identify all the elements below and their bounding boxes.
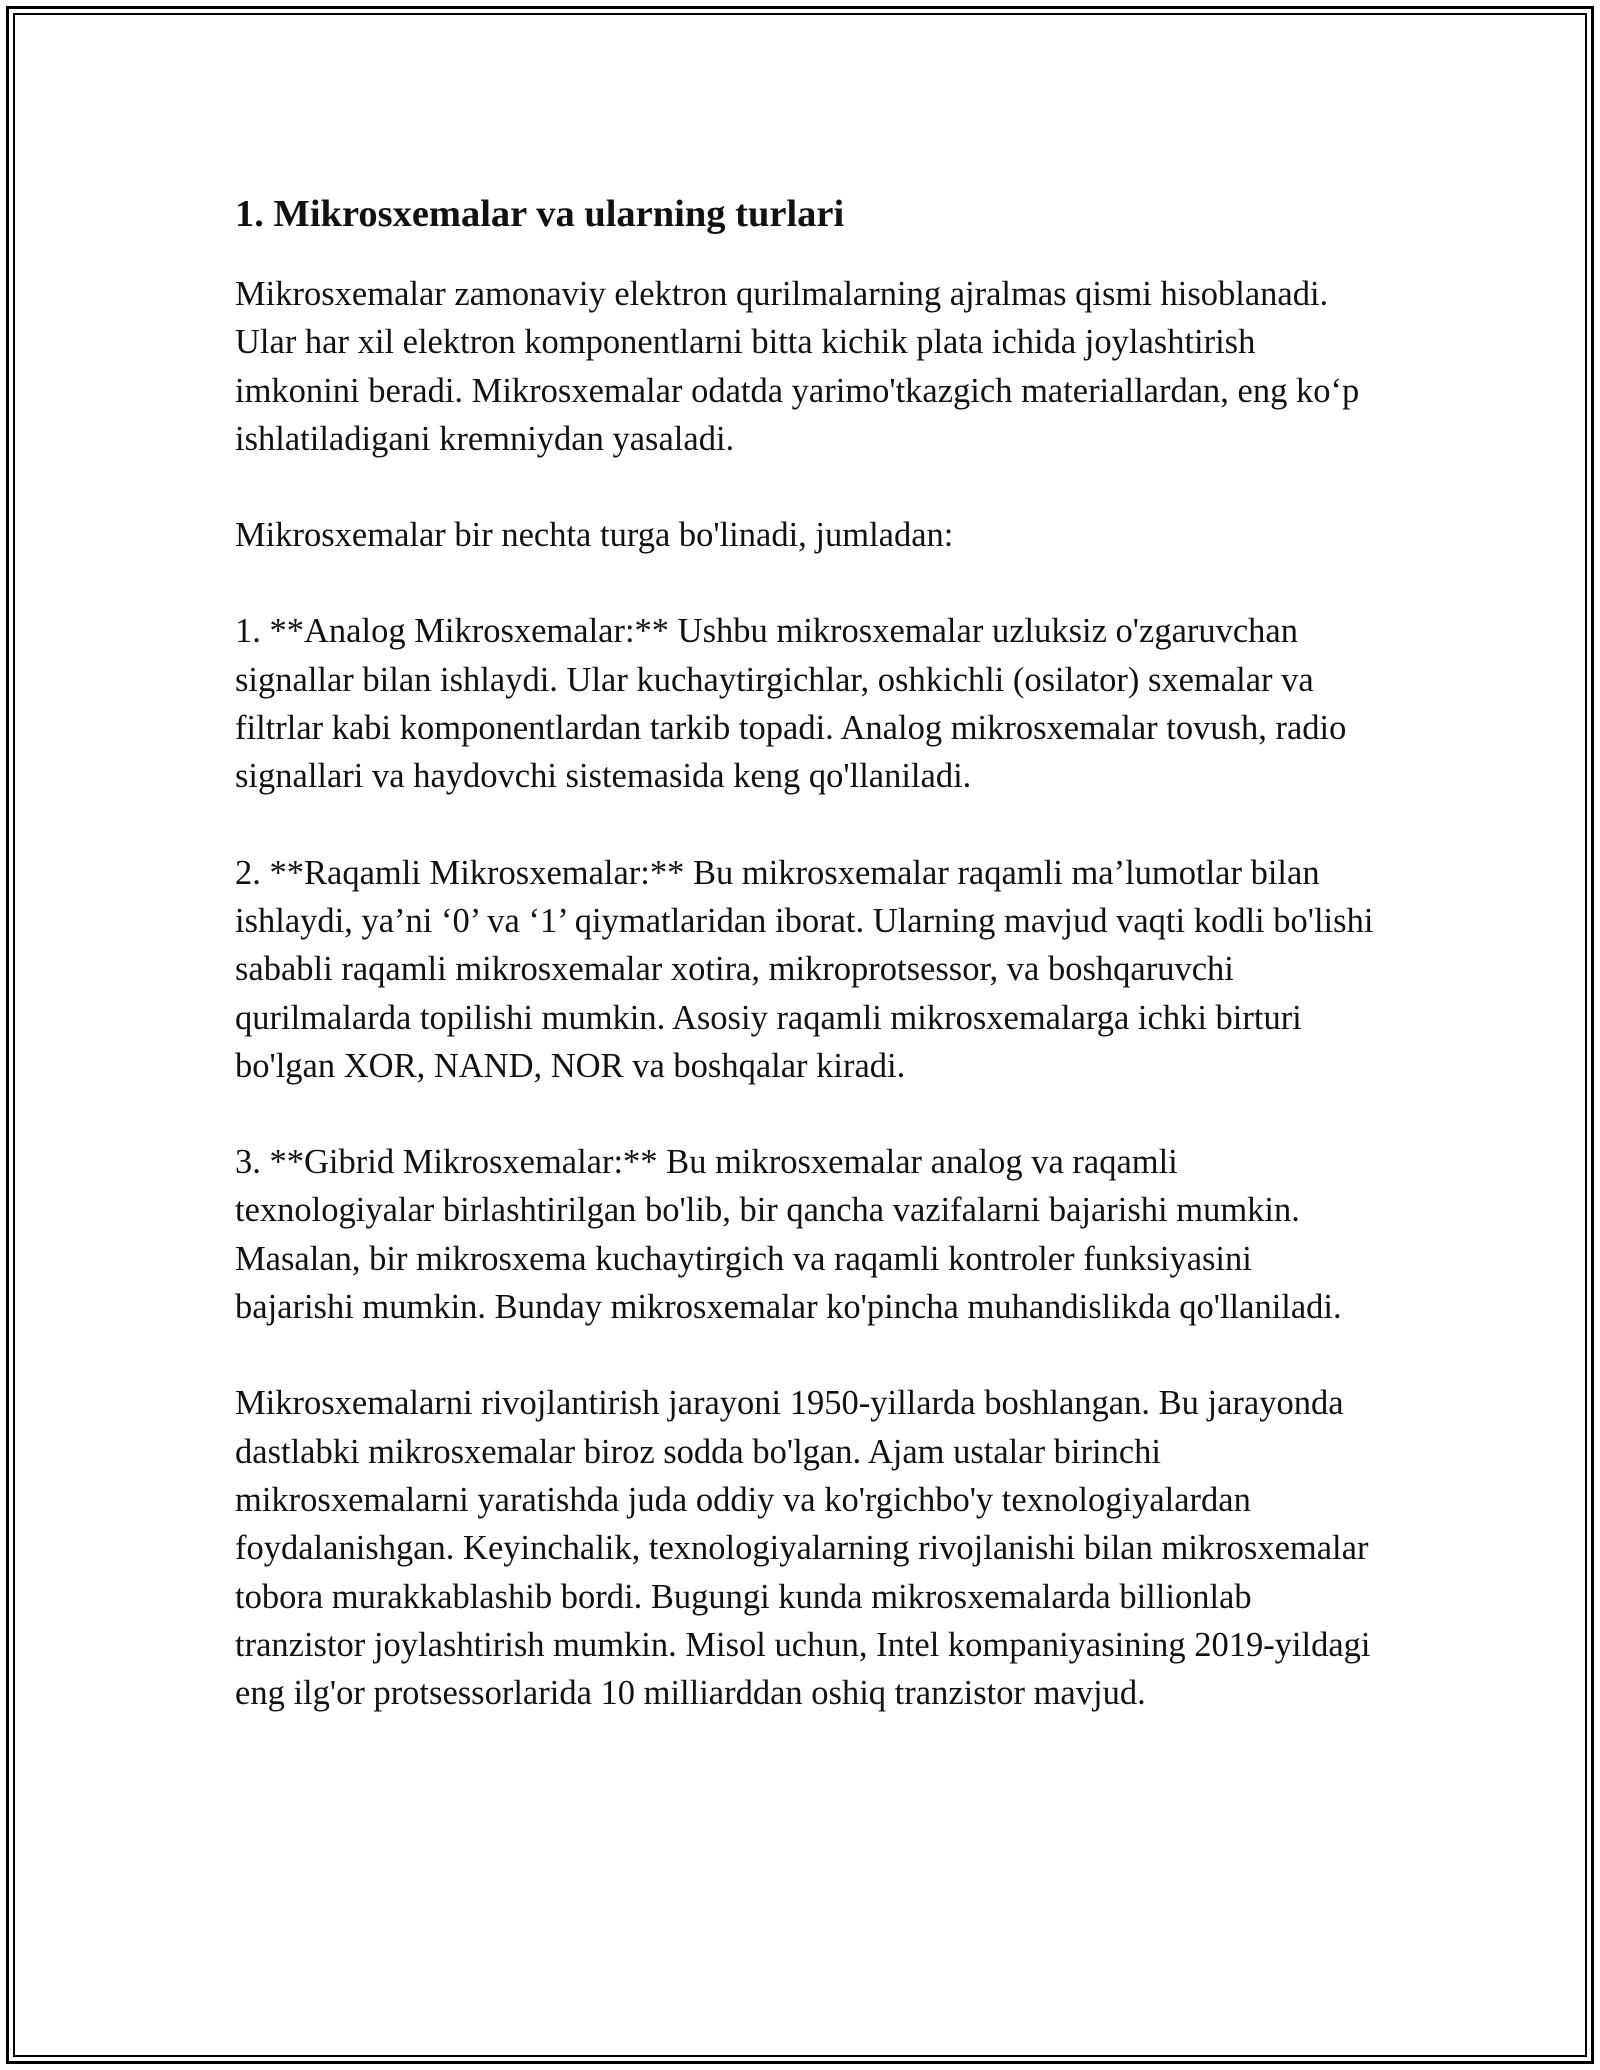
document-title: 1. Mikrosxemalar va ularning turlari bbox=[235, 193, 845, 235]
paragraph-digital: 2. **Raqamli Mikrosxemalar:** Bu mikrosxemalar raqamli ma’lumotlar bilan ishlaydi, ya’ni ‘0’ va ‘1’ qiymatlaridan iborat. Ularning mavjud vaqti kodli bo'lishi sababli raqamli mikrosxemalar xotira, mikroprotsessor, va boshqaruvchi qurilmalarda topilishi mumkin. Asosiy raqamli mikrosxemalarga ichki birturi bo'lgan XOR, NAND, NOR va boshqalar kiradi. bbox=[235, 853, 1374, 1085]
paragraph-hybrid: 3. **Gibrid Mikrosxemalar:** Bu mikrosxemalar analog va raqamli texnologiyalar birlashtirilgan bo'lib, bir qancha vazifalarni bajarishi mumkin. Masalan, bir mikrosxema kuchaytirgich va raqamli kontroler funksiyasini bajarishi mumkin. Bunday mikrosxemalar ko'pincha muhandislikda qo'llaniladi. bbox=[235, 1143, 1342, 1327]
paragraph-analog: 1. **Analog Mikrosxemalar:** Ushbu mikrosxemalar uzluksiz o'zgaruvchan signallar bilan ishlaydi. Ular kuchaytirgichlar, oshkichli (osilator) sxemalar va filtrlar kabi komponentlardan tarkib topadi. Analog mikrosxemalar tovush, radio signallari va haydovchi sistemasida keng qo'llaniladi. bbox=[235, 612, 1347, 796]
document-body bbox=[235, 188, 1375, 1717]
paragraph-intro: Mikrosxemalar zamonaviy elektron qurilmalarning ajralmas qismi hisoblanadi. Ular har xil elektron komponentlarni bitta kichik plata ichida joylashtirish imkonini beradi. Mikrosxemalar odatda yarimo'tkazgich materiallardan, eng ko‘p ishlatiladigani kremniydan yasaladi. bbox=[235, 275, 1360, 458]
paragraph-history: Mikrosxemalarni rivojlantirish jarayoni 1950-yillarda boshlangan. Bu jarayonda dastlabki mikrosxemalar biroz sodda bo'lgan. Ajam ustalar birinchi mikrosxemalarni yaratishda juda oddiy va ko'rgichbo'y texnologiyalardan foydalanishgan. Keyinchalik, texnologiyalarning rivojlanishi bilan mikrosxemalar tobora murakkablashib bordi. Bugungi kunda mikrosxemalarda billionlab tranzistor joylashtirish mumkin. Misol uchun, Intel kompaniyasining 2019-yildagi eng ilg'or protsessorlarida 10 milliarddan oshiq tranzistor mavjud. bbox=[235, 1384, 1371, 1713]
paragraph-types-lead: Mikrosxemalar bir nechta turga bo'linadi, jumladan: bbox=[235, 516, 954, 555]
